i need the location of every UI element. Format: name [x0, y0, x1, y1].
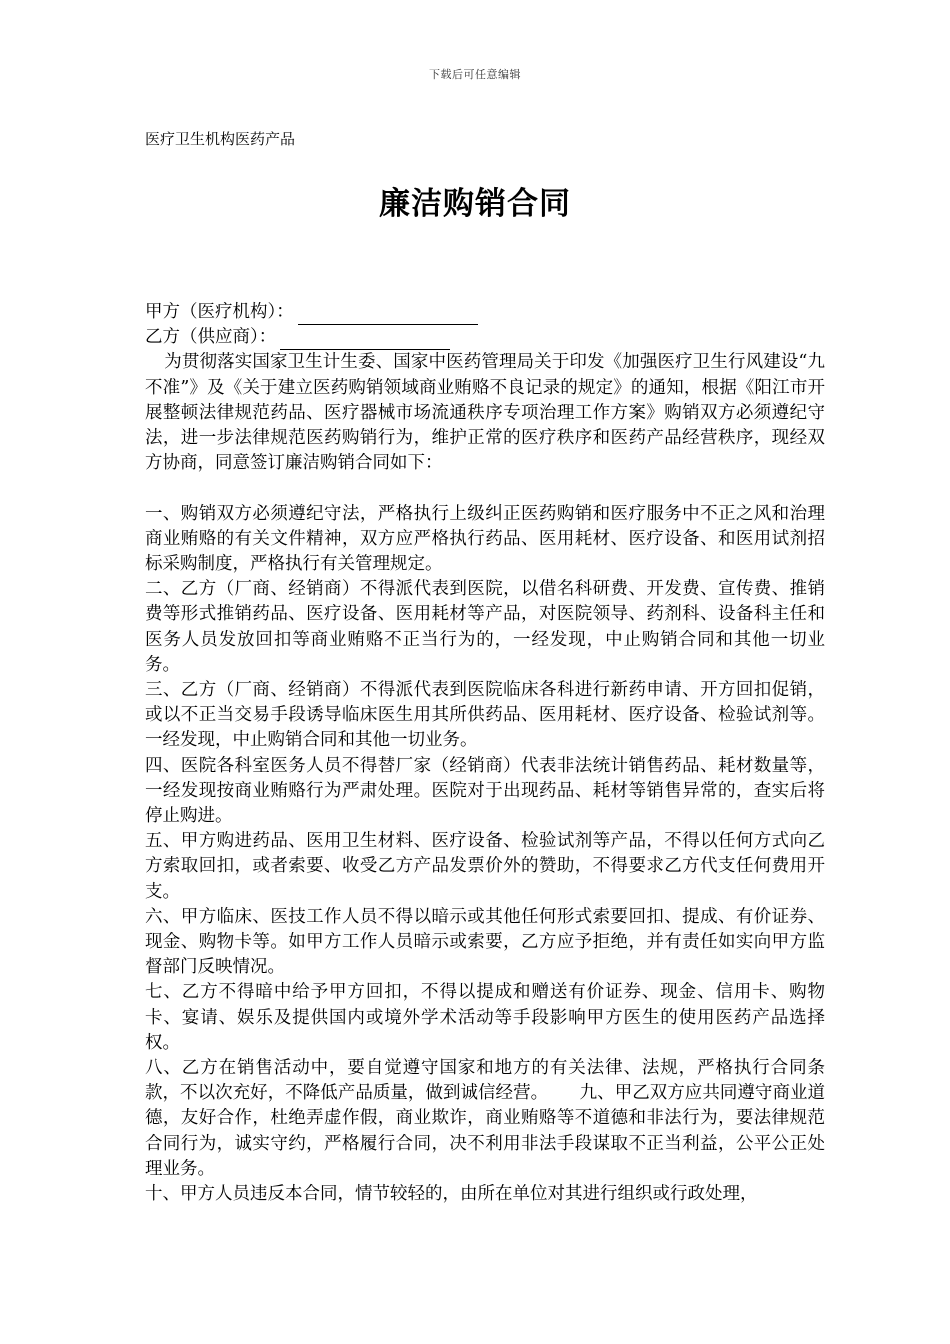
- clause-5: 五、甲方购进药品、医用卫生材料、医疗设备、检验试剂等产品，不得以任何方式向乙方索取回扣，或者索要、收受乙方产品发票价外的赞助，不得要求乙方代支任何费用开支。: [145, 831, 825, 902]
- party-a-label: 甲方（医疗机构）：: [145, 302, 294, 322]
- clause-9: 九、甲乙双方应共同遵守商业道德，友好合作，杜绝弄虚作假，商业欺诈，商业贿赂等不道德和非法行为，要法律规范合同行为，诚实守约，严格履行合同，决不利用非法手段谋取不正当利益，公平公正处理业务。: [145, 1083, 826, 1179]
- clause-1: 一、购销双方必须遵纪守法，严格执行上级纠正医药购销和医疗服务中不正之风和治理商业贿赂的有关文件精神，双方应严格执行药品、医用耗材、医疗设备、和医用试剂招标采购制度，严格执行有关管理规定。: [145, 503, 825, 575]
- clause-8: 八、乙方在销售活动中，要自觉遵守国家和地方的有关法律、法规，严格执行合同条款，不以次充好，不降低产品质量，做到诚信经营。: [145, 1058, 825, 1104]
- party-b-line: [145, 325, 825, 350]
- clause-2: 二、乙方（厂商、经销商）不得派代表到医院，以借名科研费、开发费、宣传费、推销费等形式推销药品、医疗设备、医用耗材等产品，对医院领导、药剂科、设备科主任和医务人员发放回扣等商业贿赂不正当行为的，一经发现，中止购销合同和其他一切业务。: [145, 579, 825, 675]
- clause-4: 四、医院各科室医务人员不得替厂家（经销商）代表非法统计销售药品、耗材数量等，一经发现按商业贿赂行为严肃处理。医院对于出现药品、耗材等销售异常的，查实后将停止购进。: [145, 755, 825, 827]
- party-a-line: [145, 300, 825, 325]
- document-category: 医疗卫生机构医药产品: [145, 130, 296, 148]
- document-title: 廉洁购销合同: [379, 186, 571, 222]
- intro-paragraph: 为贯彻落实国家卫生计生委、国家中医药管理局关于印发《加强医疗卫生行风建设“九不准”》及《关于建立医药购销领域商业贿赂不良记录的规定》的通知，根据《阳江市开展整顿法律规范药品、医疗器械市场流通秩序专项治理工作方案》购销双方必须遵纪守法，进一步法律规范医药购销行为，维护正常的医疗秩序和医药产品经营秩序，现经双方协商，同意签订廉洁购销合同如下：: [145, 352, 825, 474]
- party-b-label: 乙方（供应商）：: [145, 327, 277, 348]
- document-body: [145, 300, 825, 1207]
- clause-3: 三、乙方（厂商、经销商）不得派代表到医院临床各科进行新药申请、开方回扣促销，或以不正当交易手段诱导临床医生用其所供药品、医用耗材、医疗设备、检验试剂等。一经发现，中止购销合同和其他一切业务。: [145, 680, 825, 751]
- clause-6: 六、甲方临床、医技工作人员不得以暗示或其他任何形式索要回扣、提成、有价证券、现金、购物卡等。如甲方工作人员暗示或索要，乙方应予拒绝，并有责任如实向甲方监督部门反映情况。: [145, 906, 825, 978]
- party-b-blank: [280, 330, 450, 350]
- clause-10: 十、甲方人员违反本合同，情节较轻的，由所在单位对其进行组织或行政处理，: [145, 1184, 758, 1205]
- clause-8-9: [145, 1056, 825, 1182]
- clause-7: 七、乙方不得暗中给予甲方回扣，不得以提成和赠送有价证券、现金、信用卡、购物卡、宴请、娱乐及提供国内或境外学术活动等手段影响甲方医生的使用医药产品选择权。: [145, 982, 825, 1053]
- header-note: 下载后可任意编辑: [429, 68, 521, 81]
- paragraph-gap: [145, 476, 825, 501]
- party-a-blank: [298, 305, 478, 325]
